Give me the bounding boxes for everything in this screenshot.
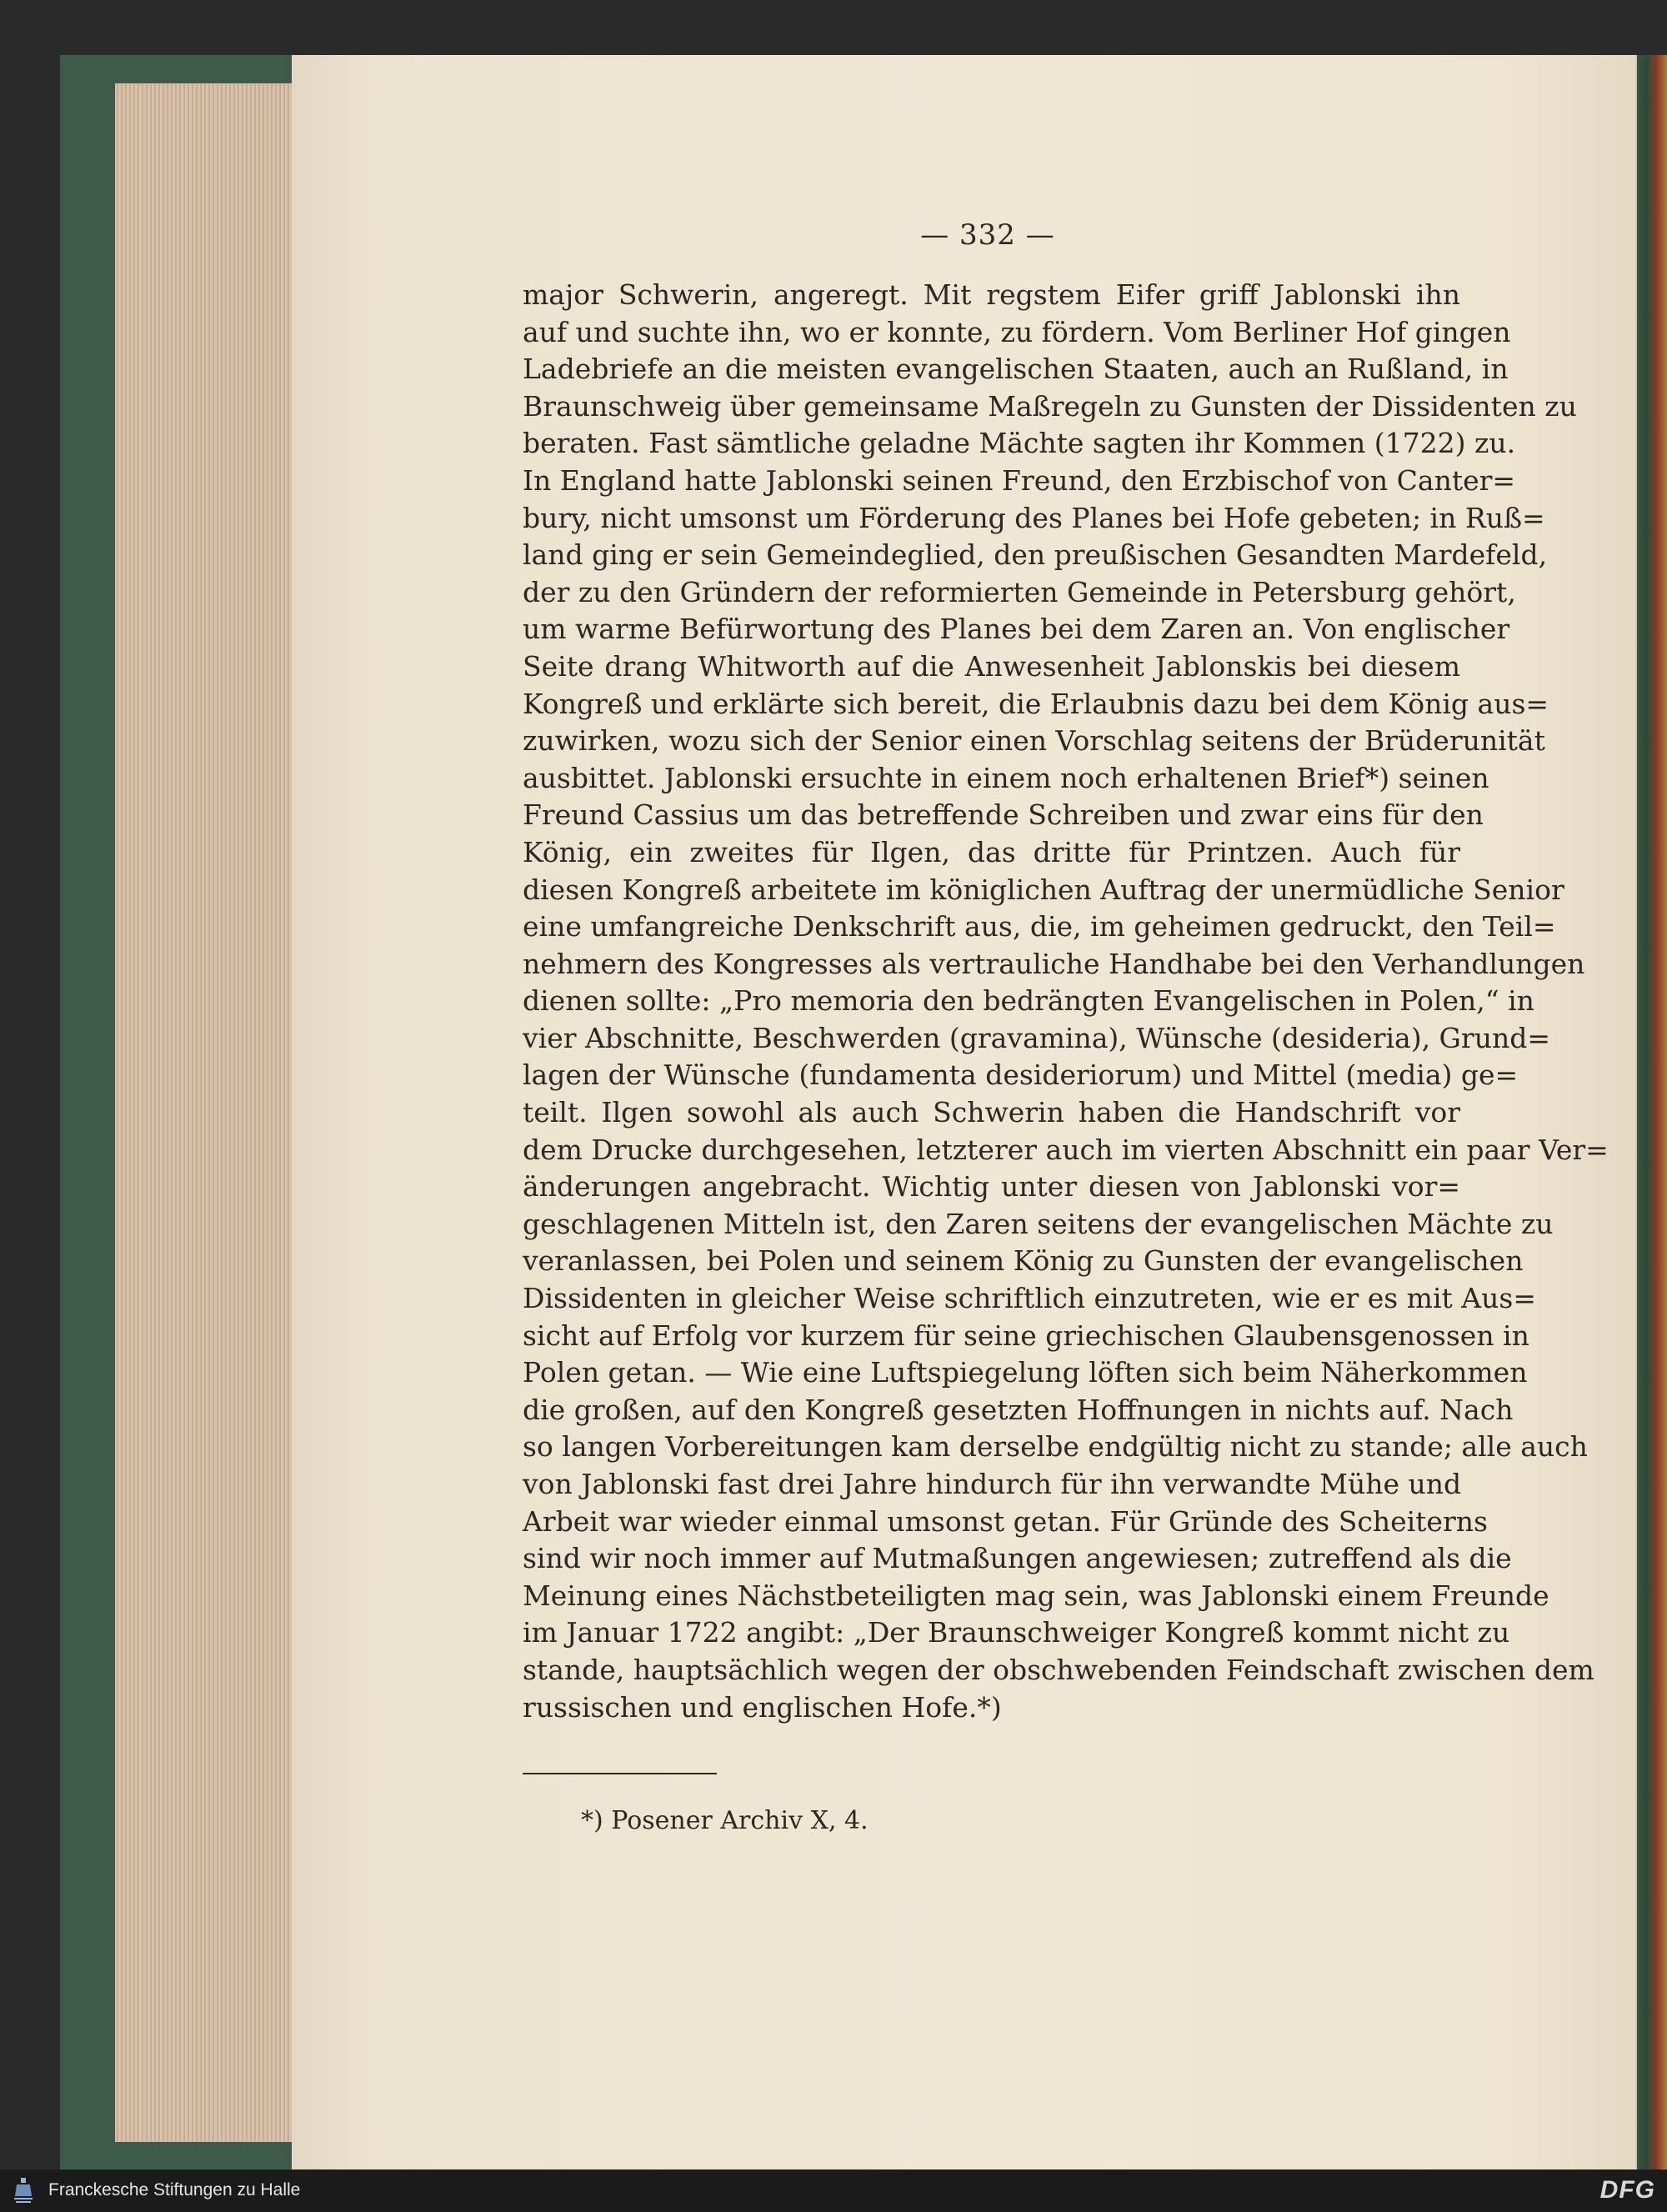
text-line: um warme Befürwortung des Planes bei dem Zaren an. Von englischer	[523, 613, 1510, 646]
text-line: Kongreß und erklärte sich bereit, die Erlaubnis dazu bei dem König aus=	[523, 687, 1549, 720]
text-line: In England hatte Jablonski seinen Freund, den Erzbischof von Canter=	[523, 463, 1516, 497]
text-line: von Jablonski fast drei Jahre hindurch für ihn verwandte Mühe und	[523, 1468, 1462, 1500]
text-line: Ladebriefe an die meisten evangelischen Staaten, auch an Rußland, in	[523, 353, 1509, 386]
text-line: zuwirken, wozu sich der Senior einen Vorschlag seitens der Brüderunität	[523, 724, 1545, 758]
text-line: Dissidenten in gleicher Weise schriftlich einzutreten, wie er es mit Aus=	[523, 1282, 1536, 1315]
text-line: veranlassen, bei Polen und seinem König zu Gunsten der evangelischen	[523, 1244, 1524, 1278]
text-line: eine umfangreiche Denkschrift aus, die, im geheimen gedruckt, den Teil=	[523, 910, 1556, 943]
text-line: Braunschweig über gemeinsame Maßregeln zu Gunsten der Dissidenten zu	[523, 389, 1577, 423]
text-line: nehmern des Kongresses als vertrauliche Handhabe bei den Verhandlungen	[523, 947, 1585, 980]
text-line: diesen Kongreß arbeitete im königlichen Auftrag der unermüdliche Senior	[523, 873, 1564, 906]
cover-edge	[1634, 55, 1667, 2169]
text-line: bury, nicht umsonst um Förderung des Planes bei Hofe gebeten; in Ruß=	[523, 501, 1545, 534]
text-line: stande, hauptsächlich wegen der obschwebenden Feindschaft zwischen dem	[523, 1653, 1594, 1686]
text-line: Polen getan. — Wie eine Luftspiegelung löften sich beim Näherkommen	[523, 1356, 1528, 1389]
text-line: König, ein zweites für Ilgen, das dritte für Printzen. Auch für	[523, 835, 1460, 868]
text-line: so langen Vorbereitungen kam derselbe endgültig nicht zu stande; alle auch	[523, 1430, 1588, 1464]
institution-name: Franckesche Stiftungen zu Halle	[48, 2180, 301, 2199]
page-number: — 332 —	[920, 218, 1055, 252]
text-line: russischen und englischen Hofe.*)	[523, 1690, 1002, 1724]
text-line: dem Drucke durchgesehen, letzterer auch im vierten Abschnitt ein paar Ver=	[523, 1133, 1609, 1166]
text-line: der zu den Gründern der reformierten Gemeinde in Petersburg gehört,	[523, 575, 1516, 608]
footnote-rule	[523, 1773, 717, 1774]
text-line: vier Abschnitte, Beschwerden (gravamina), Wünsche (desideria), Grund=	[523, 1021, 1550, 1054]
body-text	[523, 277, 1609, 1726]
francke-logo-icon	[12, 2176, 35, 2204]
text-line: teilt. Ilgen sowohl als auch Schwerin haben die Handschrift vor	[523, 1096, 1460, 1129]
text-line: sicht auf Erfolg vor kurzem für seine griechischen Glaubensgenossen in	[523, 1319, 1529, 1352]
text-line: land ging er sein Gemeindeglied, den preußischen Gesandten Mardefeld,	[523, 538, 1548, 572]
dfg-logo: DFG	[1599, 2176, 1655, 2204]
text-line: lagen der Wünsche (fundamenta desideriorum) und Mittel (media) ge=	[523, 1058, 1519, 1092]
page-block-edges	[115, 83, 293, 2142]
text-line: änderungen angebracht. Wichtig unter diesen von Jablonski vor=	[523, 1170, 1460, 1204]
text-line: die großen, auf den Kongreß gesetzten Hoffnungen in nichts auf. Nach	[523, 1393, 1514, 1426]
text-line: Meinung eines Nächstbeteiligten mag sein, was Jablonski einem Freunde	[523, 1579, 1549, 1612]
text-line: sind wir noch immer auf Mutmaßungen angewiesen; zutreffend als die	[523, 1542, 1512, 1575]
next-page-edge	[1635, 55, 1637, 2169]
viewer-footer	[0, 2169, 1667, 2212]
text-line: geschlagenen Mitteln ist, den Zaren seitens der evangelischen Mächte zu	[523, 1207, 1554, 1240]
text-line: dienen sollte: „Pro memoria den bedrängten Evangelischen in Polen,“ in	[523, 984, 1534, 1018]
text-line: ausbittet. Jablonski ersuchte in einem noch erhaltenen Brief*) seinen	[523, 761, 1489, 794]
text-line: major Schwerin, angeregt. Mit regstem Eifer griff Jablonski ihn	[523, 278, 1460, 311]
text-line: Freund Cassius um das betreffende Schreiben und zwar eins für den	[523, 798, 1484, 832]
footnote: *) Posener Archiv X, 4.	[581, 1806, 869, 1835]
text-line: im Januar 1722 angibt: „Der Braunschweiger Kongreß kommt nicht zu	[523, 1616, 1510, 1649]
text-line: beraten. Fast sämtliche geladne Mächte sagten ihr Kommen (1722) zu.	[523, 427, 1516, 460]
text-line: Seite drang Whitworth auf die Anwesenheit Jablonskis bei diesem	[523, 649, 1460, 683]
text-line: Arbeit war wieder einmal umsonst getan. Für Gründe des Scheiterns	[523, 1504, 1488, 1538]
text-line: auf und suchte ihn, wo er konnte, zu fördern. Vom Berliner Hof gingen	[523, 315, 1511, 348]
